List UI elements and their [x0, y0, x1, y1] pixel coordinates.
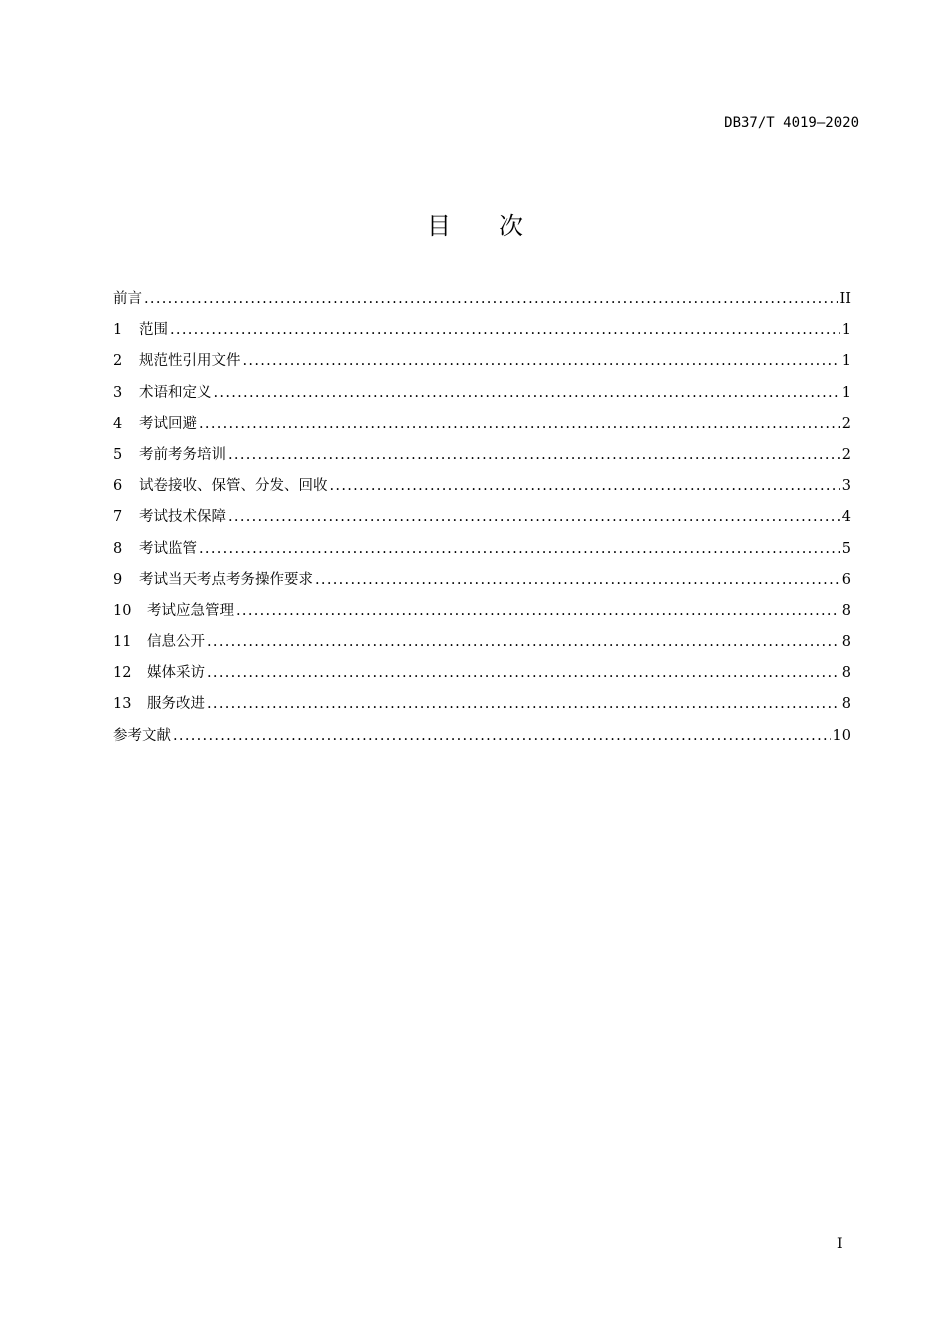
dot-leader [170, 322, 840, 338]
dot-leader [243, 353, 840, 369]
toc-entry-label: 前言 [113, 291, 142, 307]
toc-entry-label: 考试应急管理 [147, 602, 234, 619]
toc-entry-page: 10 [832, 727, 851, 744]
toc-entry[interactable] [113, 630, 851, 661]
toc-entry[interactable] [113, 412, 851, 443]
toc-entry[interactable] [113, 318, 851, 349]
toc-entry-label: 参考文献 [113, 727, 171, 744]
dot-leader [228, 509, 840, 525]
toc-entry[interactable] [113, 537, 851, 568]
toc-entry-label: 服务改进 [147, 696, 205, 713]
toc-entry[interactable] [113, 443, 851, 474]
dot-leader [315, 572, 840, 588]
toc-entry-number: 11 [113, 634, 132, 651]
toc-entry[interactable] [113, 724, 851, 755]
page-number: I [837, 1236, 843, 1252]
toc-entry-label: 考试当天考点考务操作要求 [139, 571, 313, 588]
toc-entry-page: 1 [841, 384, 851, 401]
toc-entry-label: 考试回避 [139, 415, 197, 432]
toc-entry-page: 1 [841, 353, 851, 370]
toc-entry-label: 范围 [139, 322, 168, 339]
toc-entry[interactable] [113, 568, 851, 599]
toc-entry-label: 考试监管 [139, 540, 197, 557]
dot-leader [236, 603, 840, 619]
toc-entry[interactable] [113, 474, 851, 505]
toc-entry-page: 2 [841, 446, 851, 463]
toc-entry-label: 考试技术保障 [139, 509, 226, 526]
toc-entry[interactable] [113, 381, 851, 412]
toc-entry[interactable] [113, 661, 851, 692]
dot-leader [330, 478, 840, 494]
toc-entry[interactable] [113, 287, 851, 318]
dot-leader [199, 416, 840, 432]
toc-entry-page: 2 [841, 415, 851, 432]
page-title: 目次 [427, 212, 571, 240]
toc-entry[interactable] [113, 349, 851, 380]
toc-entry-page: 8 [841, 634, 851, 651]
dot-leader [173, 728, 831, 744]
dot-leader [207, 634, 840, 650]
toc-entry-number: 1 [113, 322, 123, 339]
toc-entry-number: 2 [113, 353, 123, 370]
toc-entry-number: 3 [113, 384, 123, 401]
toc-entry-page: 1 [841, 322, 851, 339]
toc-entry-page: 5 [841, 540, 851, 557]
toc-entry-page: 8 [841, 602, 851, 619]
toc-entry-number: 10 [113, 602, 132, 619]
toc-entry-label: 术语和定义 [139, 384, 212, 401]
toc-entry-label: 媒体采访 [147, 665, 205, 682]
toc-entry-page: II [839, 291, 851, 307]
toc-entry-number: 6 [113, 478, 123, 495]
toc-entry-page: 4 [841, 509, 851, 526]
toc-entry-label: 考前考务培训 [139, 446, 226, 463]
dot-leader [214, 385, 840, 401]
table-of-contents [113, 287, 851, 755]
dot-leader [144, 291, 838, 307]
dot-leader [207, 696, 840, 712]
standard-number: DB37/T 4019—2020 [724, 115, 859, 131]
toc-entry-page: 8 [841, 665, 851, 682]
dot-leader [207, 665, 840, 681]
toc-entry-label: 试卷接收、保管、分发、回收 [139, 478, 328, 495]
toc-entry-number: 4 [113, 415, 123, 432]
toc-entry-number: 13 [113, 696, 132, 713]
toc-entry[interactable] [113, 505, 851, 536]
toc-entry[interactable] [113, 692, 851, 723]
toc-entry-number: 12 [113, 665, 132, 682]
toc-entry-page: 3 [841, 478, 851, 495]
toc-entry-number: 8 [113, 540, 123, 557]
toc-entry-page: 8 [841, 696, 851, 713]
toc-entry-number: 7 [113, 509, 123, 526]
toc-entry-number: 9 [113, 571, 123, 588]
toc-entry-number: 5 [113, 446, 123, 463]
toc-entry-page: 6 [841, 571, 851, 588]
toc-entry-label: 规范性引用文件 [139, 353, 241, 370]
toc-entry[interactable] [113, 599, 851, 630]
toc-entry-label: 信息公开 [147, 634, 205, 651]
dot-leader [199, 541, 840, 557]
dot-leader [228, 447, 840, 463]
